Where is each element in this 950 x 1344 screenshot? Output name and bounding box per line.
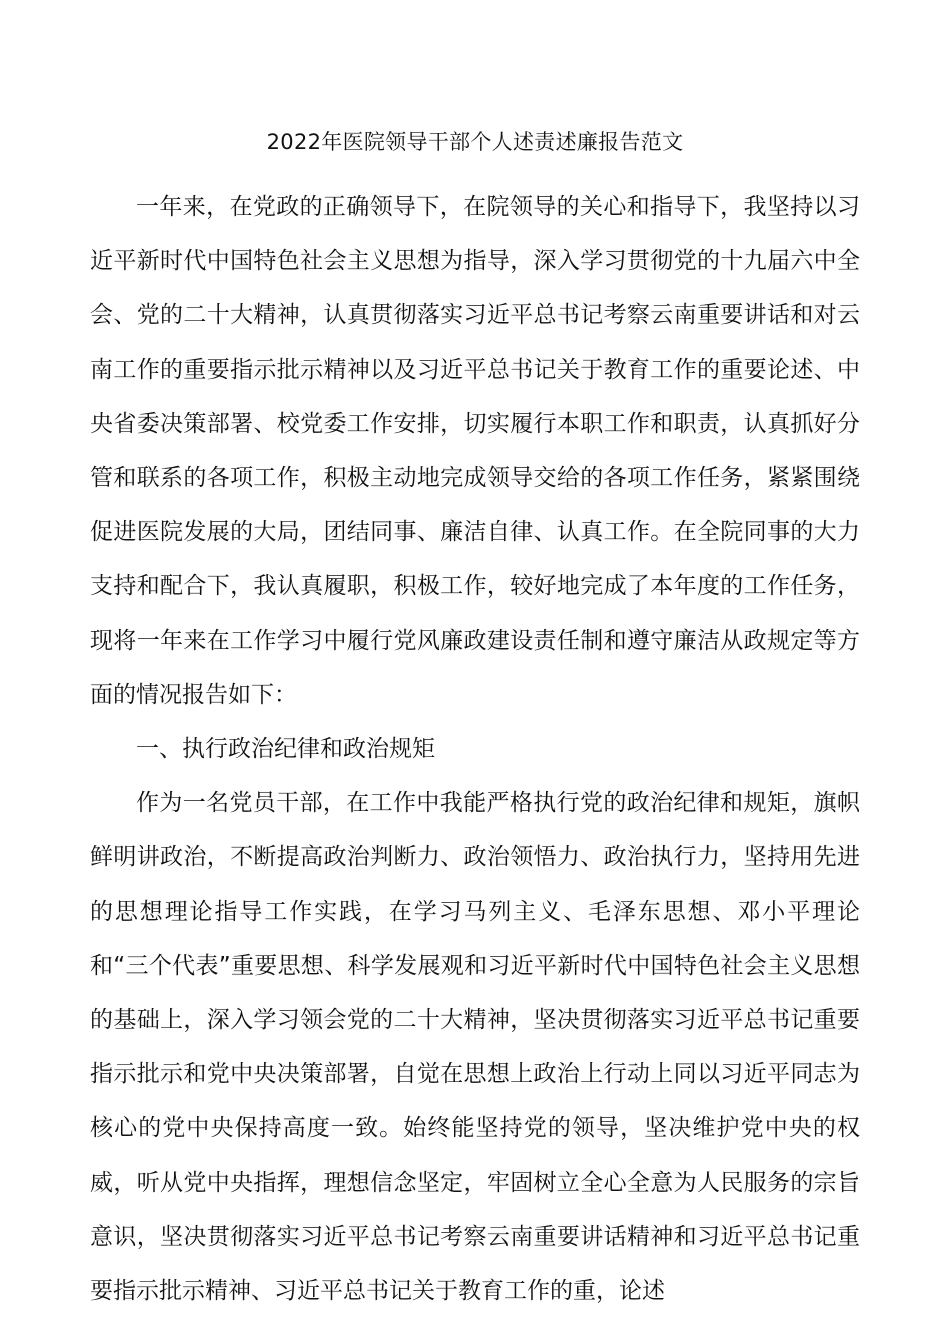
section-1-paragraph: 作为一名党员干部，在工作中我能严格执行党的政治纪律和规矩，旗帜鲜明讲政治，不断提高政治判断力、政治领悟力、政治执行力，坚持用先进的思想理论指导工作实践，在学习马列主义、毛泽东思想、邓小平理论和“三个代表”重要思想、科学发展观和习近平新时代中国特色社会主义思想的基础上，深入学习领会党的二十大精神，坚决贯彻落实习近平总书记重要指示批示和党中央决策部署，自觉在思想上政治上行动上同以习近平同志为核心的党中央保持高度一致。始终能坚持党的领导，坚决维护党中央的权威，听从党中央指挥，理想信念坚定，牢固树立全心全意为人民服务的宗旨意识，坚决贯彻落实习近平总书记考察云南重要讲话精神和习近平总书记重要指示批示精神、习近平总书记关于教育工作的重，论述 [90, 790, 860, 1305]
document-body [90, 180, 860, 1318]
section-heading-1: 一、执行政治纪律和政治规矩 [136, 736, 435, 763]
document-title: 2022年医院领导干部个人述责述廉报告范文 [266, 130, 684, 154]
intro-paragraph: 一年来，在党政的正确领导下，在院领导的关心和指导下，我坚持以习近平新时代中国特色社会主义思想为指导，深入学习贯彻党的十九届六中全会、党的二十大精神，认真贯彻落实习近平总书记考察云南重要讲话和对云南工作的重要指示批示精神以及习近平总书记关于教育工作的重要论述、中央省委决策部署、校党委工作安排，切实履行本职工作和职责，认真抓好分管和联系的各项工作，积极主动地完成领导交给的各项工作任务，紧紧围绕促进医院发展的大局，团结同事、廉洁自律、认真工作。在全院同事的大力支持和配合下，我认真履职，积极工作，较好地完成了本年度的工作任务，现将一年来在工作学习中履行党风廉政建设责任制和遵守廉洁从政规定等方面的情况报告如下： [90, 194, 860, 708]
